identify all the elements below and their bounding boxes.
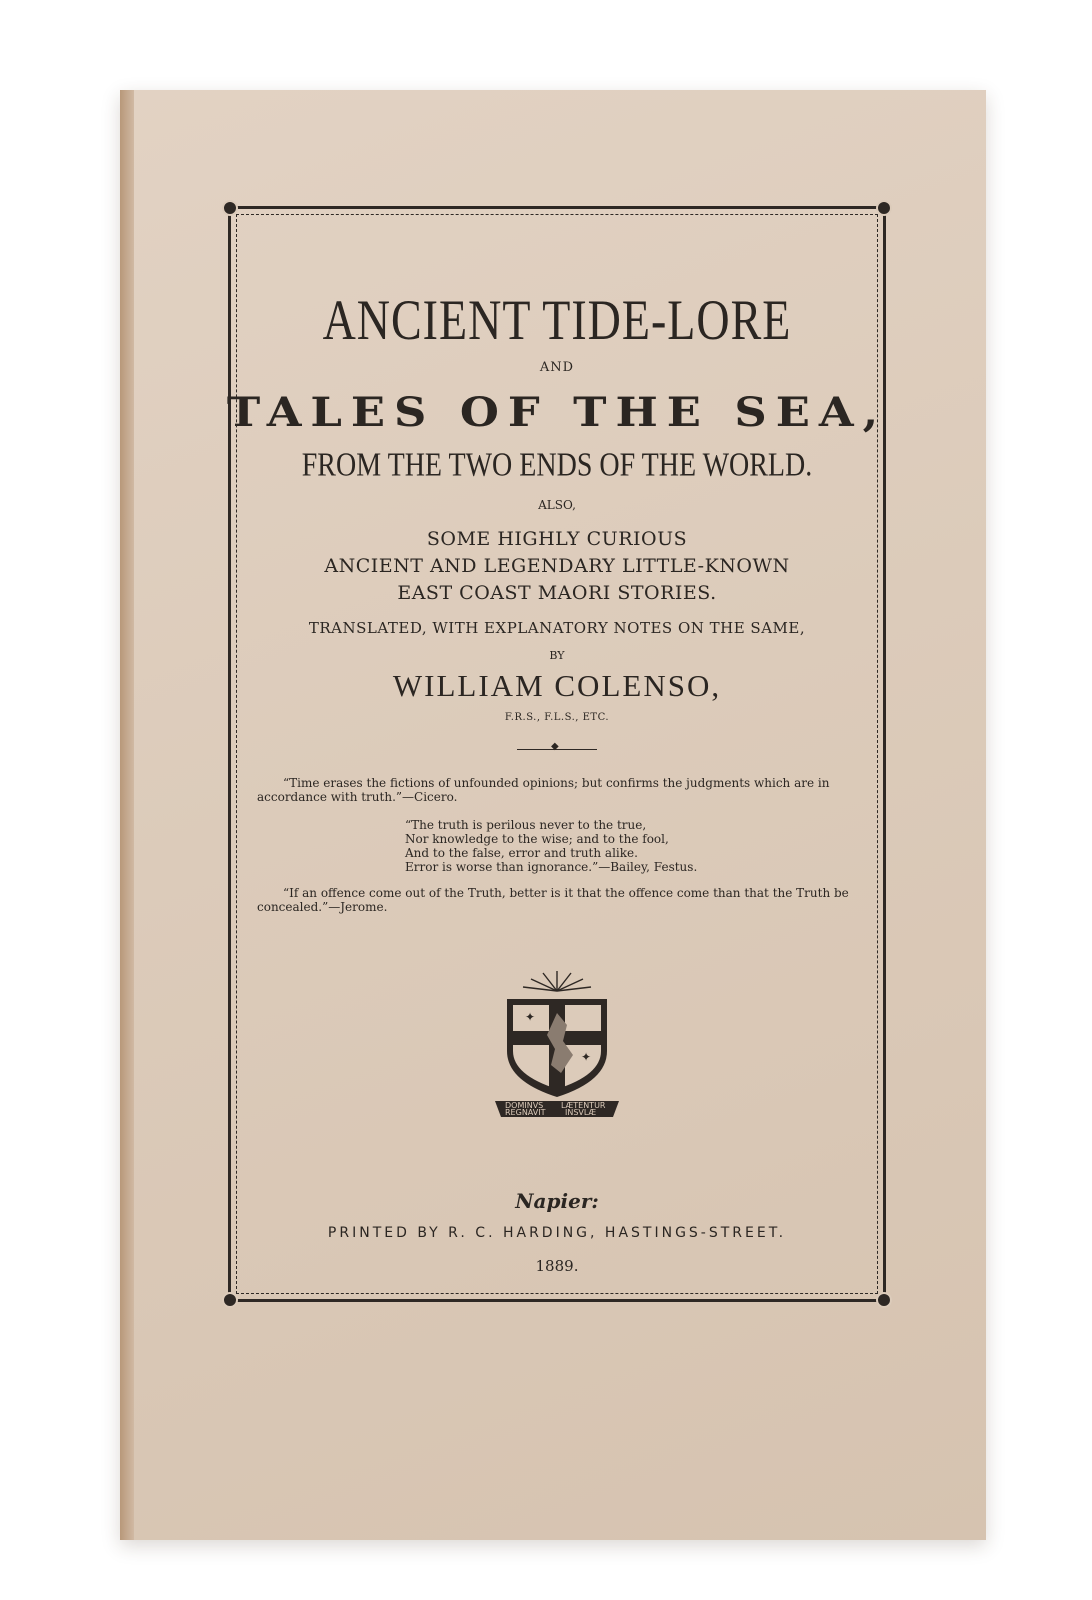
epigraph-line: “The truth is perilous never to the true, — [405, 818, 647, 832]
epigraphs — [251, 776, 863, 914]
motto-right-2: INSVLÆ — [565, 1108, 597, 1117]
motto-left-1: DOMINVS — [505, 1101, 544, 1110]
subtitle-from: FROM THE TWO ENDS OF THE WORLD. — [301, 446, 813, 484]
motto-right-1: LÆTENTUR — [561, 1101, 606, 1110]
title-page-text — [226, 287, 888, 914]
stories-line: SOME HIGHLY CURIOUS — [426, 528, 688, 550]
corner-ornament — [876, 1292, 892, 1308]
motto-left-2: REGNAVIT — [505, 1108, 546, 1117]
epigraph-jerome: “If an offence come out of the Truth, better is it that the offence come than that the Truth be concealed.”—Jerome. — [257, 886, 849, 914]
epigraph-line: And to the false, error and truth alike. — [405, 846, 638, 860]
svg-text:✦: ✦ — [525, 1010, 536, 1024]
main-title: ANCIENT TIDE-LORE — [322, 287, 792, 352]
imprint-year: 1889. — [535, 1257, 579, 1275]
decorative-border-frame — [228, 206, 886, 1302]
subtitle-tales: TALES OF THE SEA, — [226, 389, 888, 436]
ornamental-rule — [517, 749, 597, 750]
pamphlet-cover — [120, 90, 986, 1540]
author-name: WILLIAM COLENSO, — [392, 668, 722, 703]
corner-ornament — [876, 200, 892, 216]
translated-line: TRANSLATED, WITH EXPLANATORY NOTES ON THE SAME, — [308, 619, 806, 637]
corner-ornament — [222, 1292, 238, 1308]
stories-description — [251, 526, 863, 607]
also-word: ALSO, — [538, 498, 576, 512]
coat-of-arms-emblem — [493, 969, 621, 1119]
corner-ornament — [222, 200, 238, 216]
by-word: BY — [549, 649, 565, 662]
imprint — [231, 1189, 883, 1275]
epigraph-line: Error is worse than ignorance.”—Bailey, Festus. — [405, 860, 698, 874]
epigraph-line: Nor knowledge to the wise; and to the fool, — [405, 832, 669, 846]
worn-spine-edge — [120, 90, 134, 1540]
and-word: AND — [539, 360, 575, 375]
epigraph-bailey — [405, 818, 857, 874]
svg-text:✦: ✦ — [581, 1050, 592, 1064]
author-credentials: F.R.S., F.L.S., ETC. — [504, 712, 610, 723]
stories-line: ANCIENT AND LEGENDARY LITTLE-KNOWN — [324, 555, 790, 577]
imprint-printer: PRINTED BY R. C. HARDING, HASTINGS-STREET. — [327, 1225, 787, 1241]
epigraph-cicero: “Time erases the fictions of unfounded opinions; but confirms the judgments which are in accordance with truth.”—Cicero. — [257, 776, 830, 804]
stories-line: EAST COAST MAORI STORIES. — [397, 582, 717, 604]
imprint-place: Napier: — [515, 1189, 599, 1213]
